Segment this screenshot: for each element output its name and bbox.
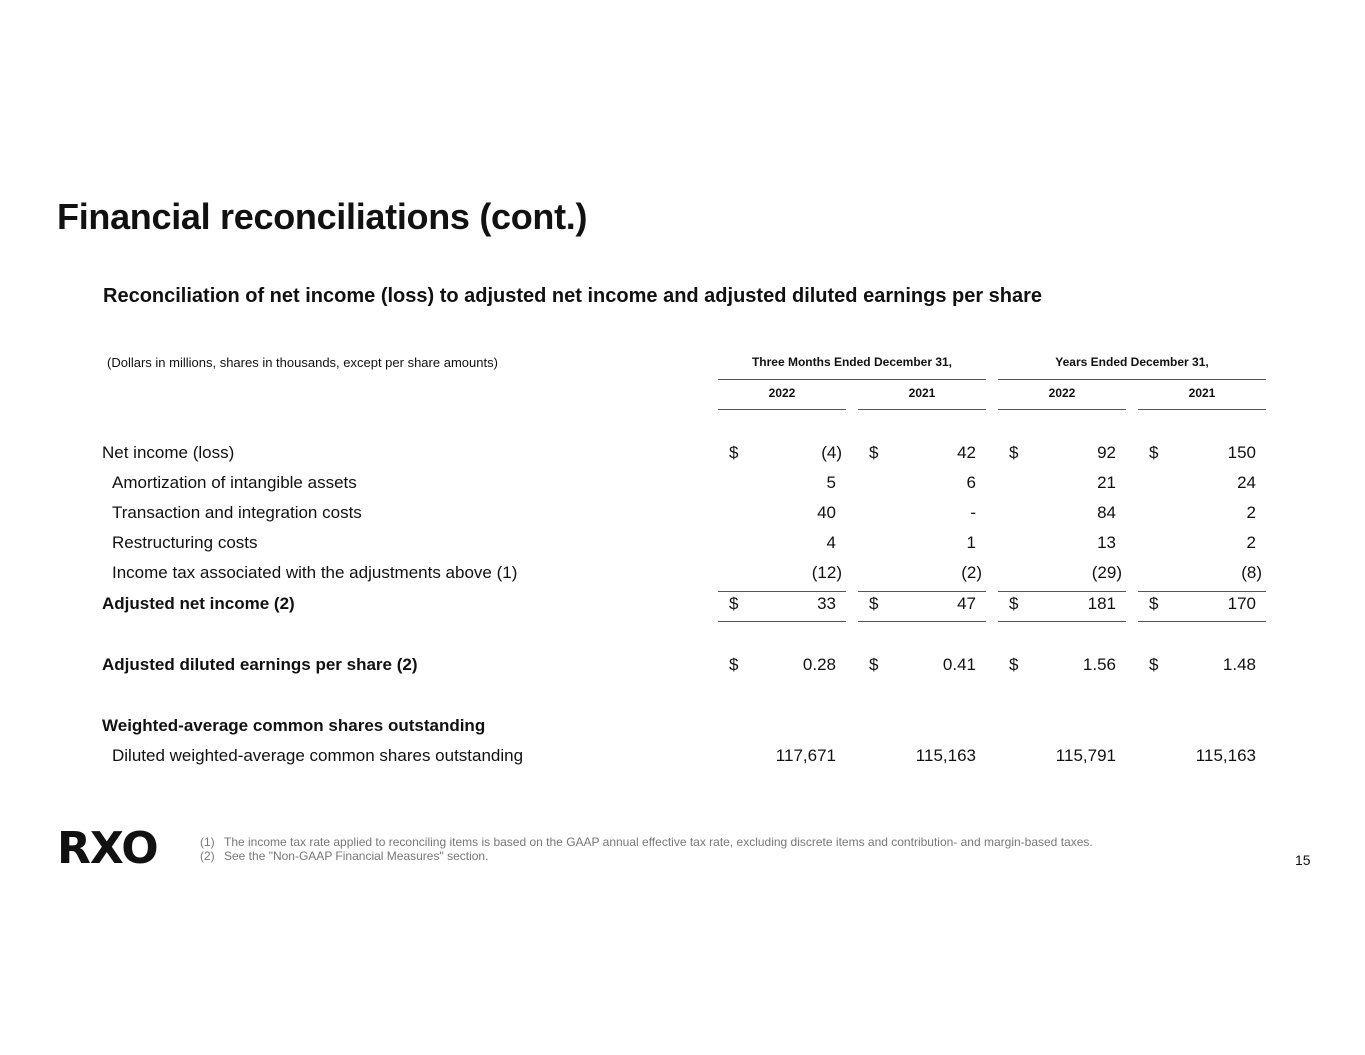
- subtotal-rule: [718, 591, 846, 592]
- table-cell: 40: [817, 503, 836, 522]
- page-number: 15: [1295, 852, 1311, 868]
- table-cell: 5: [826, 473, 836, 492]
- currency-symbol: $: [729, 655, 739, 674]
- currency-symbol: $: [1009, 443, 1019, 462]
- column-header: 2021: [1188, 386, 1216, 400]
- table-cell: 1.48: [1222, 655, 1256, 674]
- total-rule: [998, 621, 1126, 622]
- header-underline: [998, 409, 1126, 410]
- table-cell: (8): [1241, 563, 1262, 582]
- row-label-amortization: Amortization of intangible assets: [112, 473, 357, 492]
- header-underline: [1138, 409, 1266, 410]
- table-cell: 24: [1237, 473, 1256, 492]
- table-cell: 115,163: [1195, 746, 1256, 765]
- table-cell: 115,163: [915, 746, 976, 765]
- currency-symbol: $: [1009, 594, 1019, 613]
- table-cell: 2: [1246, 533, 1256, 552]
- table-cell: 6: [966, 473, 976, 492]
- currency-symbol: $: [1149, 594, 1159, 613]
- table-cell: 0.41: [942, 655, 976, 674]
- table-cell: 4: [826, 533, 836, 552]
- table-cell: 150: [1227, 443, 1256, 462]
- group-underline: [998, 379, 1266, 380]
- row-label-restructuring-costs: Restructuring costs: [112, 533, 258, 552]
- table-cell: 33: [817, 594, 836, 613]
- total-rule: [1138, 621, 1266, 622]
- table-cell: 84: [1097, 503, 1116, 522]
- subtotal-rule: [998, 591, 1126, 592]
- table-cell: (2): [961, 563, 982, 582]
- footnote-marker: (2): [200, 849, 215, 863]
- row-label-diluted-shares: Diluted weighted-average common shares outstanding: [112, 746, 524, 765]
- row-label-weighted-average-heading: Weighted-average common shares outstanding: [102, 716, 486, 735]
- column-group-three-months: Three Months Ended December 31,: [751, 355, 953, 369]
- row-label-net-income: Net income (loss): [102, 443, 235, 462]
- table-cell: 47: [957, 594, 976, 613]
- column-group-years: Years Ended December 31,: [1055, 355, 1209, 369]
- currency-symbol: $: [869, 443, 879, 462]
- footnote-2: [200, 849, 488, 863]
- header-underline: [858, 409, 986, 410]
- subtotal-rule: [1138, 591, 1266, 592]
- row-label-transaction-costs: Transaction and integration costs: [112, 503, 362, 522]
- row-label-adjusted-eps: Adjusted diluted earnings per share (2): [102, 655, 418, 674]
- table-subtitle: Reconciliation of net income (loss) to adjusted net income and adjusted diluted earnings per share: [103, 285, 1043, 307]
- table-cell: 117,671: [775, 746, 836, 765]
- currency-symbol: $: [1009, 655, 1019, 674]
- row-label-income-tax: Income tax associated with the adjustments above (1): [112, 563, 518, 582]
- header-underline: [718, 409, 846, 410]
- footnote-text: See the "Non-GAAP Financial Measures" section.: [224, 849, 489, 863]
- table-cell: 2: [1246, 503, 1256, 522]
- total-rule: [718, 621, 846, 622]
- table-cell: (4): [821, 443, 842, 462]
- table-cell: 1.56: [1082, 655, 1116, 674]
- table-cell: (29): [1091, 563, 1122, 582]
- table-cell: -: [970, 503, 976, 522]
- table-cell: 42: [957, 443, 976, 462]
- column-header: 2021: [908, 386, 936, 400]
- column-header: 2022: [768, 386, 796, 400]
- row-label-adjusted-net-income: Adjusted net income (2): [102, 594, 295, 613]
- table-cell: 1: [966, 533, 976, 552]
- currency-symbol: $: [729, 594, 739, 613]
- rxo-logo: RXO: [57, 823, 158, 874]
- subtotal-rule: [858, 591, 986, 592]
- currency-symbol: $: [1149, 655, 1159, 674]
- table-cell: (12): [811, 563, 842, 582]
- table-cell: 181: [1087, 594, 1116, 613]
- group-underline: [718, 379, 986, 380]
- table-cell: 92: [1097, 443, 1116, 462]
- units-note: (Dollars in millions, shares in thousands, except per share amounts): [107, 355, 498, 370]
- currency-symbol: $: [869, 594, 879, 613]
- total-rule: [858, 621, 986, 622]
- column-header: 2022: [1048, 386, 1076, 400]
- page-title: Financial reconciliations (cont.): [57, 196, 588, 237]
- table-cell: 170: [1227, 594, 1256, 613]
- table-cell: 0.28: [802, 655, 836, 674]
- currency-symbol: $: [869, 655, 879, 674]
- table-cell: 13: [1097, 533, 1116, 552]
- currency-symbol: $: [1149, 443, 1159, 462]
- currency-symbol: $: [729, 443, 739, 462]
- footnote-text: The income tax rate applied to reconciling items is based on the GAAP annual effective tax rate, excluding discrete items and contribution- and margin-based taxes.: [224, 835, 1093, 849]
- table-cell: 115,791: [1055, 746, 1116, 765]
- footnote-marker: (1): [200, 835, 215, 849]
- table-cell: 21: [1097, 473, 1116, 492]
- footnote-1: [200, 835, 1093, 849]
